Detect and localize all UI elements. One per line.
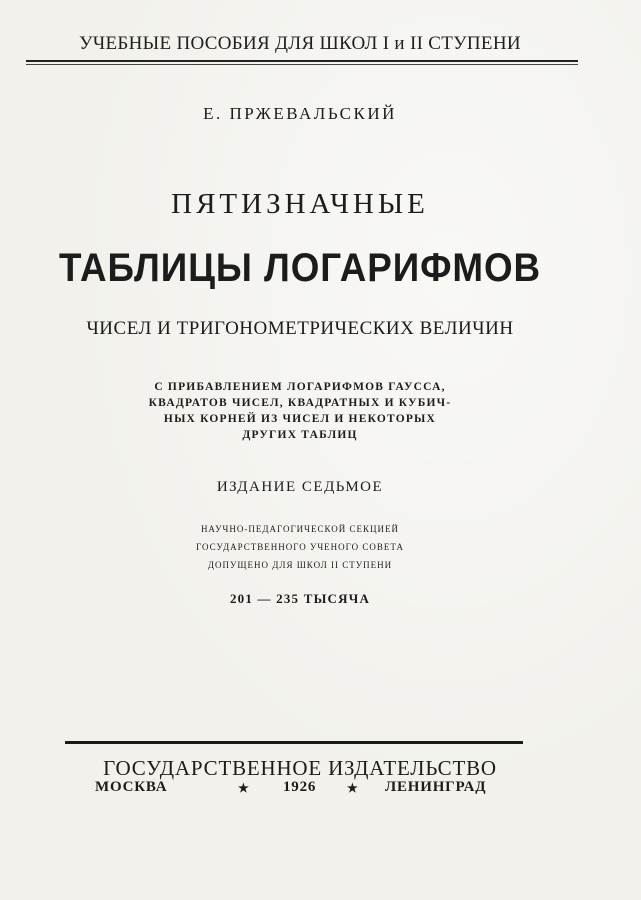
- print-run: 201 — 235 ТЫСЯЧА: [229, 591, 371, 606]
- star-icon: ★: [347, 781, 359, 795]
- description-line: С ПРИБАВЛЕНИЕМ ЛОГАРИФМОВ ГАУССА,: [154, 381, 446, 393]
- author-name: Е. ПРЖЕВАЛЬСКИЙ: [203, 104, 397, 123]
- approval-line: ГОСУДАРСТВЕННОГО УЧЕНОГО СОВЕТА: [196, 542, 404, 552]
- description-line: КВАДРАТОВ ЧИСЕЛ, КВАДРАТНЫХ И КУБИЧ-: [148, 397, 452, 409]
- title-line-1: ПЯТИЗНАЧНЫЕ: [171, 188, 429, 220]
- imprint-row: [95, 779, 495, 803]
- header-rule: [26, 60, 578, 62]
- title-line-3: ЧИСЕЛ И ТРИГОНОМЕТРИЧЕСКИХ ВЕЛИЧИН: [86, 318, 514, 339]
- publication-year: 1926: [283, 779, 317, 795]
- star-icon: ★: [238, 781, 250, 795]
- publisher-name: ГОСУДАРСТВЕННОЕ ИЗДАТЕЛЬСТВО: [103, 756, 497, 780]
- city-moscow: МОСКВА: [95, 779, 168, 795]
- city-leningrad: ЛЕНИНГРАД: [385, 779, 487, 795]
- approval-line: ДОПУЩЕНО ДЛЯ ШКОЛ II СТУПЕНИ: [207, 560, 393, 570]
- description: [20, 379, 580, 443]
- header-rule-thin: [26, 64, 578, 65]
- description-line: НЫХ КОРНЕЙ ИЗ ЧИСЕЛ И НЕКОТОРЫХ: [163, 413, 437, 425]
- description-line: ДРУГИХ ТАБЛИЦ: [242, 429, 358, 441]
- title-line-2: ТАБЛИЦЫ ЛОГАРИФМОВ: [58, 246, 542, 290]
- approval-note: [20, 520, 580, 574]
- series-title: УЧЕБНЫЕ ПОСОБИЯ ДЛЯ ШКОЛ I и II СТУПЕНИ: [79, 33, 521, 54]
- footer-rule: [65, 741, 523, 744]
- approval-line: НАУЧНО-ПЕДАГОГИЧЕСКОЙ СЕКЦИЕЙ: [200, 524, 400, 534]
- edition-label: ИЗДАНИЕ СЕДЬМОЕ: [216, 479, 384, 495]
